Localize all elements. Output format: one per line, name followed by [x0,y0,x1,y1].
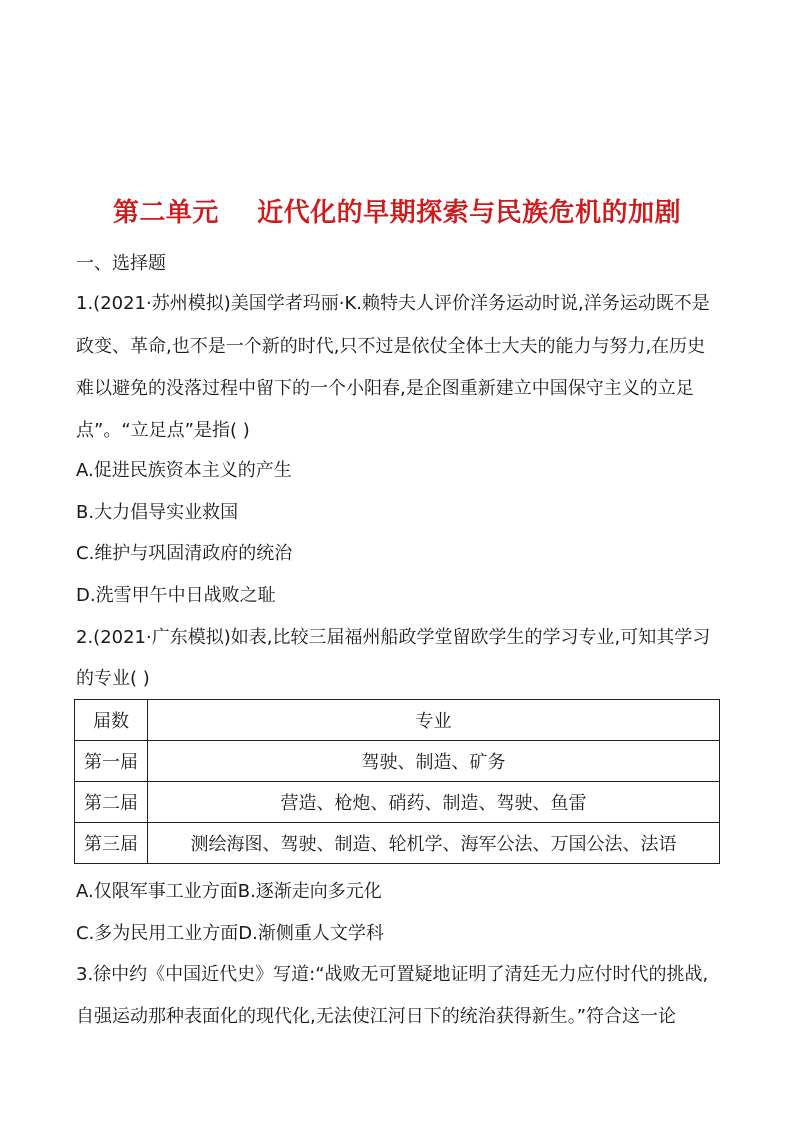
q1-stem-line: 点”。“立足点”是指( ) [76,420,250,441]
q1-stem-line: 难以避免的没落过程中留下的一个小阳春,是企图重新建立中国保守主义的立足 [76,378,694,399]
table-row [75,823,720,864]
unit-title: 第二单元 近代化的早期探索与民族危机的加剧 [112,198,682,228]
q1-option-c: C.维护与巩固清政府的统治 [76,543,293,564]
table-header-cell: 届数 [75,700,148,741]
table-row [75,741,720,782]
table-cell-cohort: 第三届 [75,823,148,864]
q1-stem-line: 1.(2021·苏州模拟)美国学者玛丽·K.赖特夫人评价洋务运动时说,洋务运动既不是 [76,293,710,314]
table-cell-majors: 测绘海图、驾驶、制造、轮机学、海军公法、万国公法、法语 [148,823,720,864]
table-cell-cohort: 第二届 [75,782,148,823]
table-header-row [75,700,720,741]
q2-options-line: A.仅限军事工业方面B.逐渐走向多元化 [76,881,382,902]
q2-options-line: C.多为民用工业方面D.渐侧重人文学科 [76,923,384,944]
q1-stem-line: 政变、革命,也不是一个新的时代,只不过是依仗全体士大夫的能力与努力,在历史 [76,336,706,357]
q2-stem-line: 的专业( ) [76,668,150,689]
q2-stem-line: 2.(2021·广东模拟)如表,比较三届福州船政学堂留欧学生的学习专业,可知其学习 [76,627,711,648]
table-cell-majors: 驾驶、制造、矿务 [148,741,720,782]
table-cell-majors: 营造、枪炮、硝药、制造、驾驶、鱼雷 [148,782,720,823]
table-row [75,782,720,823]
q3-stem-line: 3.徐中约《中国近代史》写道:“战败无可置疑地证明了清廷无力应付时代的挑战, [76,964,709,985]
q1-option-d: D.洗雪甲午中日战败之耻 [76,585,276,606]
q1-option-a: A.促进民族资本主义的产生 [76,460,292,481]
q1-option-b: B.大力倡导实业救国 [76,502,239,523]
q3-stem-line: 自强运动那种表面化的现代化,无法使江河日下的统治获得新生。”符合这一论 [76,1006,677,1027]
table-header-cell: 专业 [148,700,720,741]
table-cell-cohort: 第一届 [75,741,148,782]
section-heading: 一、选择题 [76,253,166,274]
study-majors-table [74,699,720,864]
